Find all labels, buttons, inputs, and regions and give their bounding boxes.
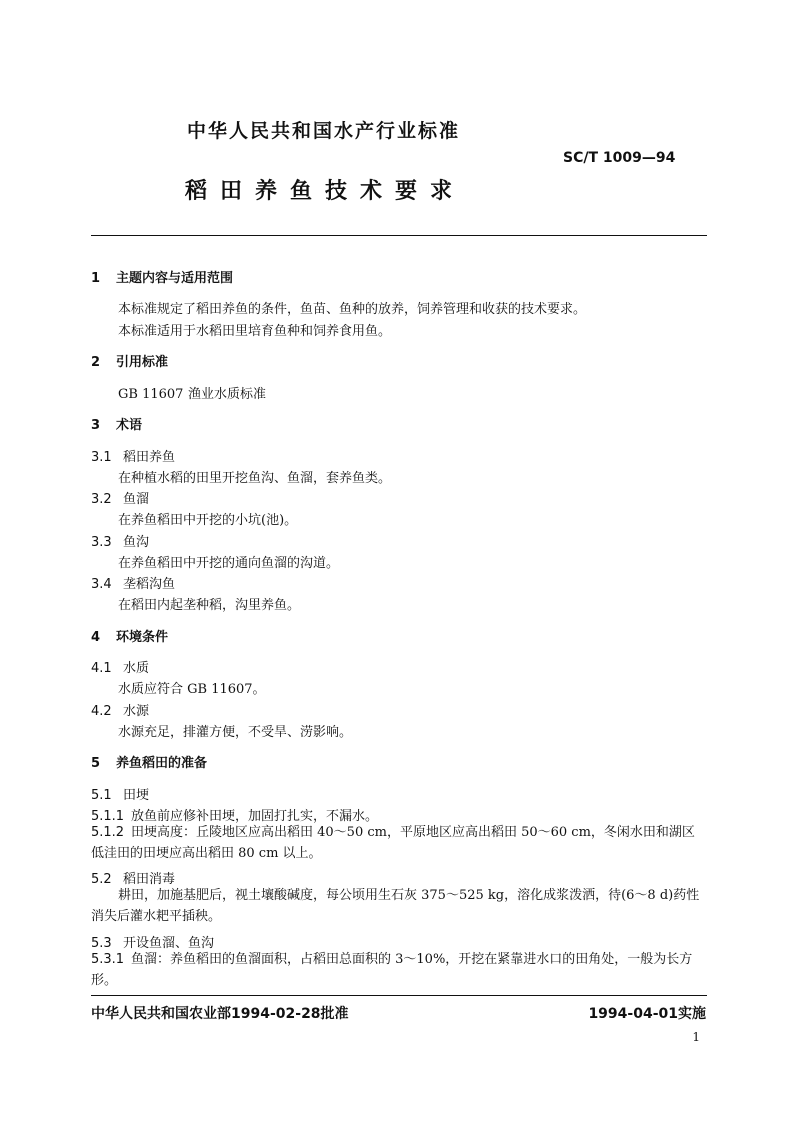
section-number: 1 xyxy=(91,271,101,286)
term-3-1-heading: 3.1 稻田养鱼 xyxy=(91,450,176,465)
term-3-2-heading: 3.2 鱼溜 xyxy=(91,492,150,507)
clause-5-1-2: 5.1.2 田埂高度：丘陵地区应高出稻田 40～50 cm，平原地区应高出稻田 50～60 cm，冬闲水田和湖区低洼田的田埂应高出稻田 80 cm 以上。 xyxy=(91,825,695,861)
term-3-1-definition: 在种植水稻的田里开挖鱼沟、鱼溜，套养鱼类。 xyxy=(118,471,392,486)
section-number: 2 xyxy=(91,355,101,370)
effective-date: 1994-04-01实施 xyxy=(588,1006,706,1022)
approval-statement: 中华人民共和国农业部1994-02-28批准 xyxy=(91,1006,349,1022)
term-3-4-heading: 3.4 垄稻沟鱼 xyxy=(91,577,176,592)
clause-4-1-heading: 4.1 水质 xyxy=(91,661,150,676)
clause-4-1-text: 水质应符合 GB 11607。 xyxy=(118,682,266,697)
section-number: 5 xyxy=(91,756,101,771)
org-title: 中华人民共和国水产行业标准 xyxy=(187,120,461,142)
clause-5-1-heading: 5.1 田埂 xyxy=(91,788,150,803)
reference-code: GB 11607 xyxy=(118,387,184,402)
section-title: 主题内容与适用范围 xyxy=(116,271,234,286)
clause-4-2-heading: 4.2 水源 xyxy=(91,704,150,719)
term-3-2-definition: 在养鱼稻田中开挖的小坑(池)。 xyxy=(118,513,298,528)
section-1-paragraph-1: 本标准规定了稻田养鱼的条件，鱼苗、鱼种的放养，饲养管理和收获的技术要求。 xyxy=(118,302,587,317)
section-title: 引用标准 xyxy=(116,355,169,370)
section-4-heading xyxy=(91,626,168,645)
clause-5-3-1: 5.3.1 鱼溜：养鱼稻田的鱼溜面积，占稻田总面积的 3～10%，开挖在紧靠进水口的田角处，一般为长方形。 xyxy=(91,952,693,988)
page-number: 1 xyxy=(692,1030,700,1044)
section-5-heading xyxy=(91,752,207,771)
standard-code: SC/T 1009—94 xyxy=(563,150,676,166)
section-1-heading xyxy=(91,267,233,286)
header-rule xyxy=(91,235,707,236)
section-title: 术语 xyxy=(116,418,143,433)
clause-5-1-1: 5.1.1 放鱼前应修补田埂，加固打扎实，不漏水。 xyxy=(91,809,379,824)
section-number: 4 xyxy=(91,630,101,645)
section-3-heading xyxy=(91,414,142,433)
footer-rule xyxy=(91,995,707,996)
section-2-heading xyxy=(91,351,168,370)
term-3-3-definition: 在养鱼稻田中开挖的通向鱼溜的沟道。 xyxy=(118,556,340,571)
section-title: 环境条件 xyxy=(116,630,169,645)
section-1-paragraph-2: 本标准适用于水稻田里培育鱼种和饲养食用鱼。 xyxy=(118,324,392,339)
reference-name: 渔业水质标准 xyxy=(188,387,267,402)
term-3-4-definition: 在稻田内起垄种稻，沟里养鱼。 xyxy=(118,598,301,613)
term-3-3-heading: 3.3 鱼沟 xyxy=(91,535,150,550)
section-number: 3 xyxy=(91,418,101,433)
clause-5-3-heading: 5.3 开设鱼溜、鱼沟 xyxy=(91,936,215,951)
clause-5-2-heading: 5.2 稻田消毒 xyxy=(91,872,176,887)
document-title: 稻田养鱼技术要求 xyxy=(185,179,466,204)
clause-5-2-text: 耕田，加施基肥后，视土壤酸碱度，每公顷用生石灰 375～525 kg，溶化成浆泼洒，待(6～8 d)药性消失后灌水耙平插秧。 xyxy=(91,888,700,924)
reference-standard xyxy=(118,383,266,402)
section-title: 养鱼稻田的准备 xyxy=(116,756,208,771)
clause-4-2-text: 水源充足，排灌方便，不受旱、涝影响。 xyxy=(118,725,353,740)
